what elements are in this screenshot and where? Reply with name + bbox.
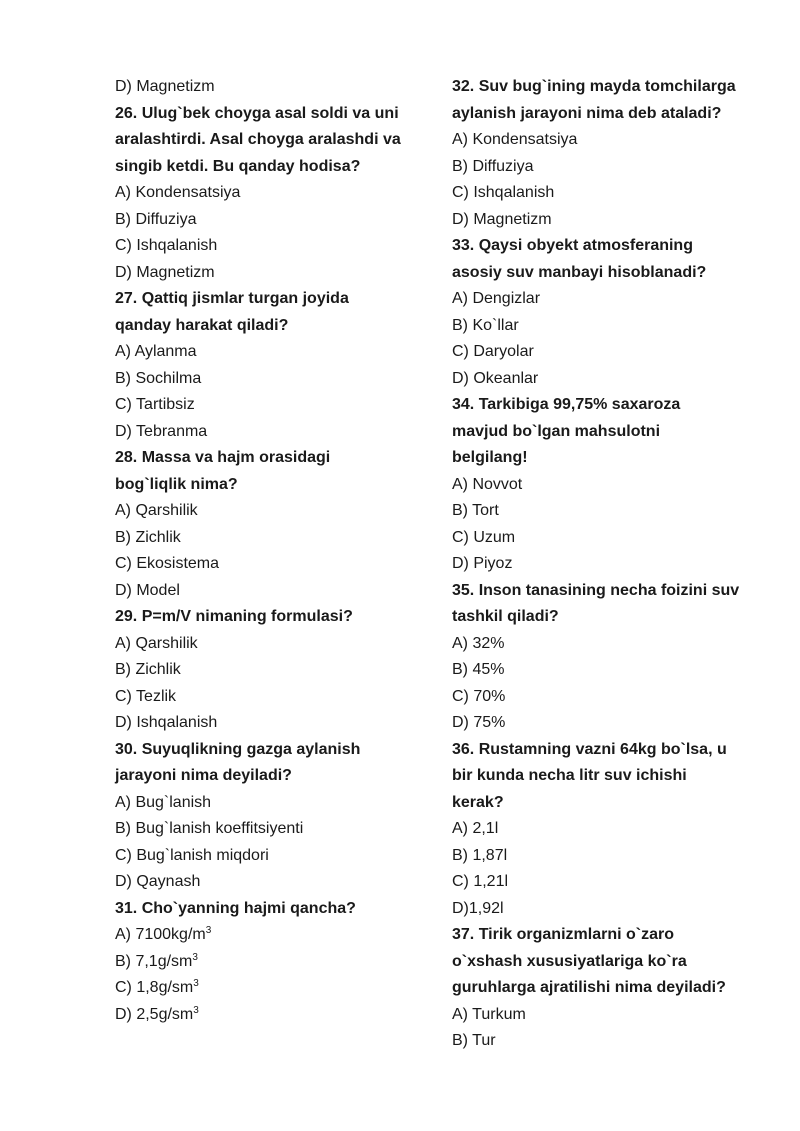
right-column (452, 74, 772, 1055)
question-text: 37. Tirik organizmlarni o`zaro (452, 926, 674, 943)
question-text-line (115, 154, 435, 181)
answer-option (452, 498, 772, 525)
answer-option (115, 339, 435, 366)
option-text: B) 45% (452, 661, 505, 678)
option-text: B) 7,1g/sm (115, 952, 193, 970)
left-column (115, 74, 435, 1028)
question-text: singib ketdi. Bu qanday hodisa? (115, 157, 361, 175)
question-text-line (452, 392, 772, 419)
option-text: C) Ishqalanish (115, 237, 218, 254)
question-text-line (115, 472, 435, 499)
option-text: D) Magnetizm (115, 78, 215, 95)
question-text-line (452, 101, 772, 128)
option-text: D) Model (115, 581, 180, 599)
option-text: D) Okeanlar (452, 369, 539, 387)
option-text: D) Magnetizm (452, 210, 552, 228)
option-text: C) Tezlik (115, 687, 177, 705)
answer-option (452, 684, 772, 711)
option-text: B) Diffuziya (452, 157, 534, 175)
option-text: A) 32% (452, 634, 505, 652)
question-text-line (115, 127, 435, 154)
option-text: A) 2,1l (452, 820, 499, 837)
question-text: mavjud bo`lgan mahsulotni (452, 422, 661, 440)
answer-option (452, 631, 772, 658)
answer-option (115, 684, 435, 711)
answer-option (452, 816, 772, 843)
question-text-line (452, 975, 772, 1002)
option-text: A) Aylanma (115, 343, 197, 360)
option-text: C) Daryolar (452, 343, 534, 360)
question-text: bir kunda necha litr suv ichishi (452, 767, 687, 784)
question-text-line (115, 445, 435, 472)
option-text: A) Dengizlar (452, 290, 541, 307)
answer-option (115, 869, 435, 896)
question-text-line (452, 74, 772, 101)
option-text: A) Turkum (452, 1005, 526, 1023)
question-text-line (115, 737, 435, 764)
option-text: B) Ko`llar (452, 316, 519, 334)
option-text: C) Bug`lanish miqdori (115, 846, 269, 864)
answer-option (452, 869, 772, 896)
option-text: C) 1,8g/sm (115, 979, 194, 996)
answer-option (115, 233, 435, 260)
option-text: A) 7100kg/m (115, 926, 206, 943)
question-text: 35. Inson tanasining necha foizini suv (452, 581, 740, 599)
question-text-line (115, 896, 435, 923)
question-text: aralashtirdi. Asal choyga aralashdi va (115, 131, 401, 148)
answer-option (115, 843, 435, 870)
answer-option (452, 154, 772, 181)
question-text: o`xshash xususiyatlariga ko`ra (452, 952, 687, 970)
answer-option (115, 975, 435, 1002)
option-text: A) Kondensatsiya (452, 131, 578, 148)
answer-option (115, 657, 435, 684)
option-text: D) 75% (452, 714, 506, 731)
option-text: C) Ekosistema (115, 555, 220, 572)
answer-option (452, 339, 772, 366)
answer-option (115, 74, 435, 101)
option-text: B) Bug`lanish koeffitsiyenti (115, 820, 304, 837)
answer-option (452, 657, 772, 684)
question-text-line (452, 419, 772, 446)
option-text: A) Qarshilik (115, 634, 198, 652)
answer-option (452, 896, 772, 923)
question-text-line (452, 445, 772, 472)
answer-option (115, 578, 435, 605)
option-text: B) Tort (452, 502, 499, 519)
option-text: A) Novvot (452, 475, 523, 493)
question-text-line (115, 286, 435, 313)
question-text: qanday harakat qiladi? (115, 316, 289, 334)
answer-option (452, 207, 772, 234)
option-text: D) Piyoz (452, 555, 513, 572)
question-text-line (452, 790, 772, 817)
option-text: D) Qaynash (115, 873, 201, 890)
question-text: 28. Massa va hajm orasidagi (115, 449, 331, 466)
unit-exponent: 3 (205, 925, 212, 936)
answer-option (452, 366, 772, 393)
question-text-line (115, 604, 435, 631)
answer-option (115, 392, 435, 419)
question-text: 30. Suyuqlikning gazga aylanish (115, 740, 361, 758)
option-text: D)1,92l (452, 899, 504, 917)
question-text-line (115, 101, 435, 128)
option-text: C) 70% (452, 687, 506, 705)
question-text: 29. P=m/V nimaning formulasi? (115, 608, 353, 625)
question-text: 26. Ulug`bek choyga asal soldi va uni (115, 104, 399, 122)
option-text: A) Bug`lanish (115, 793, 212, 811)
option-text: A) Qarshilik (115, 502, 198, 519)
option-text: B) 1,87l (452, 846, 508, 864)
question-text-line (452, 922, 772, 949)
question-text: 34. Tarkibiga 99,75% saxaroza (452, 396, 681, 413)
question-text: 36. Rustamning vazni 64kg bo`lsa, u (452, 740, 727, 758)
option-text: B) Diffuziya (115, 210, 197, 228)
answer-option (452, 180, 772, 207)
option-text: B) Sochilma (115, 369, 202, 387)
question-text: aylanish jarayoni nima deb ataladi? (452, 104, 722, 122)
answer-option (115, 180, 435, 207)
option-text: C) Tartibsiz (115, 396, 195, 413)
answer-option (452, 313, 772, 340)
unit-exponent: 3 (193, 1004, 199, 1016)
answer-option (115, 366, 435, 393)
unit-exponent: 3 (193, 978, 199, 989)
answer-option (115, 790, 435, 817)
question-text-line (452, 763, 772, 790)
question-text: 32. Suv bug`ining mayda tomchilarga (452, 78, 736, 95)
answer-option (115, 1002, 435, 1029)
question-text-line (452, 604, 772, 631)
question-text-line (115, 763, 435, 790)
answer-option (115, 631, 435, 658)
question-text: tashkil qiladi? (452, 608, 559, 625)
answer-option (115, 207, 435, 234)
answer-option (115, 551, 435, 578)
answer-option (115, 498, 435, 525)
option-text: D) 2,5g/sm (115, 1005, 194, 1023)
answer-option (115, 816, 435, 843)
answer-option (115, 922, 435, 949)
question-text: asosiy suv manbayi hisoblanadi? (452, 263, 707, 281)
answer-option (452, 1002, 772, 1029)
option-text: D) Magnetizm (115, 263, 215, 281)
answer-option (452, 1028, 772, 1055)
answer-option (452, 525, 772, 552)
option-text: B) Zichlik (115, 528, 181, 546)
answer-option (115, 949, 435, 976)
question-text: belgilang! (452, 449, 528, 466)
answer-option (452, 551, 772, 578)
option-text: C) Uzum (452, 528, 516, 546)
option-text: B) Tur (452, 1032, 496, 1049)
question-text-line (452, 260, 772, 287)
question-text-line (452, 949, 772, 976)
question-text: 31. Cho`yanning hajmi qancha? (115, 899, 356, 917)
option-text: C) 1,21l (452, 873, 509, 890)
answer-option (115, 260, 435, 287)
option-text: A) Kondensatsiya (115, 184, 241, 201)
answer-option (452, 127, 772, 154)
question-text-line (452, 737, 772, 764)
question-text: bog`liqlik nima? (115, 475, 238, 493)
question-text: kerak? (452, 793, 504, 811)
question-text: 27. Qattiq jismlar turgan joyida (115, 290, 349, 307)
answer-option (452, 286, 772, 313)
option-text: D) Tebranma (115, 422, 208, 440)
option-text: B) Zichlik (115, 661, 181, 678)
unit-exponent: 3 (192, 951, 198, 963)
answer-option (115, 525, 435, 552)
question-text-line (452, 578, 772, 605)
answer-option (452, 710, 772, 737)
answer-option (452, 472, 772, 499)
question-text: guruhlarga ajratilishi nima deyiladi? (452, 979, 726, 996)
question-text-line (115, 313, 435, 340)
question-text: jarayoni nima deyiladi? (115, 767, 292, 784)
answer-option (452, 843, 772, 870)
question-text-line (452, 233, 772, 260)
question-text: 33. Qaysi obyekt atmosferaning (452, 237, 693, 254)
option-text: C) Ishqalanish (452, 184, 555, 201)
option-text: D) Ishqalanish (115, 714, 218, 731)
answer-option (115, 710, 435, 737)
answer-option (115, 419, 435, 446)
